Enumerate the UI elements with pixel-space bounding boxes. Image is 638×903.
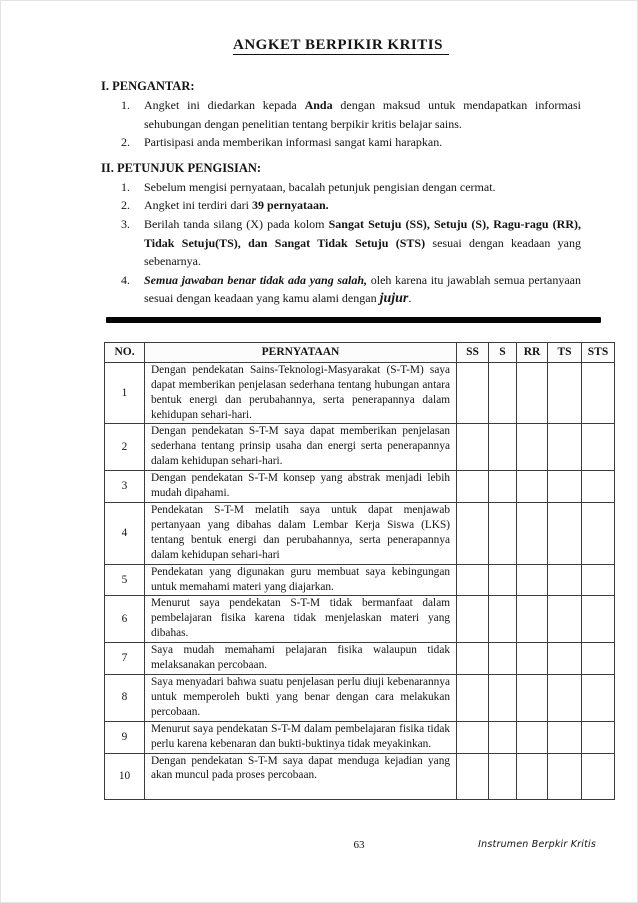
answer-cell-ss: [457, 362, 489, 424]
text-segment: .: [408, 291, 412, 306]
section-heading-pengantar: I. PENGANTAR:: [101, 79, 195, 93]
page-number: 63: [353, 839, 365, 851]
answer-cell-s: [489, 362, 517, 424]
answer-cell-sts: [582, 564, 615, 596]
text-segment: oleh karena itu jawablah semua pertanyaan sesuai dengan keadaan yang kamu alami dengan: [144, 272, 581, 306]
answer-cell-s: [489, 753, 517, 799]
statement-cell: Pendekatan S-T-M melatih saya untuk dapat menjawab pertanyaan yang dibahas dalam Lembar Kerja Siswa (LKS) tentang bentuk energi dan perubahannya, serta penerapannya dalam kehidupan sehari-hari: [145, 503, 457, 565]
item-text: [144, 215, 581, 271]
answer-cell-sts: [582, 503, 615, 565]
answer-cell-sts: [582, 643, 615, 675]
answer-cell-sts: [582, 362, 615, 424]
text-segment: Anda: [304, 98, 333, 112]
answer-cell-sts: [582, 596, 615, 643]
list-item: [101, 133, 581, 152]
answer-cell-ss: [457, 721, 489, 753]
header-row: [105, 342, 615, 362]
column-header: STS: [582, 342, 615, 362]
statement-cell: Menurut saya pendekatan S-T-M tidak bermanfaat dalam pembelajaran fisika karena tidak menjelaskan materi yang dibahas.: [145, 596, 457, 643]
statement-cell: Saya menyadari bahwa suatu penjelasan perlu diuji kebenarannya untuk memperoleh bukti yang benar dengan cara melakukan percobaan.: [145, 674, 457, 721]
row-number-cell: 7: [105, 643, 145, 675]
row-number-cell: 4: [105, 503, 145, 565]
answer-cell-rr: [517, 753, 548, 799]
row-number-cell: 5: [105, 564, 145, 596]
item-text: [144, 96, 581, 133]
statement-cell: Pendekatan yang digunakan guru membuat saya kebingungan untuk memahami materi yang diajarkan.: [145, 564, 457, 596]
answer-cell-s: [489, 596, 517, 643]
item-text: [144, 196, 581, 215]
answer-cell-s: [489, 471, 517, 503]
answer-cell-sts: [582, 753, 615, 799]
row-number-cell: 8: [105, 674, 145, 721]
page-title: ANGKET BERPIKIR KRITIS: [101, 37, 581, 54]
answer-cell-s: [489, 721, 517, 753]
text-segment: 39 pernyataan.: [251, 198, 329, 213]
table-body: [105, 362, 615, 799]
item-number: 1.: [121, 179, 130, 194]
statement-cell: Dengan pendekatan Sains-Teknologi-Masyarakat (S-T-M) saya dapat memberikan penjelasan sederhana tentang hubungan antara bentuk energi dan perubahannya, serta penerapannya dalam kehidupan sehari-hari.: [145, 362, 457, 424]
footer-note: Instrumen Berpkir Kritis: [478, 839, 596, 850]
item-number: 2.: [121, 198, 130, 213]
list-item: [101, 215, 581, 271]
row-number-cell: 9: [105, 721, 145, 753]
row-number-cell: 10: [105, 753, 145, 799]
text-segment: Angket ini terdiri dari: [144, 198, 252, 213]
answer-cell-s: [489, 643, 517, 675]
section-heading-petunjuk: II. PETUNJUK PENGISIAN:: [101, 160, 262, 175]
answer-cell-ts: [548, 721, 582, 753]
column-header: S: [489, 342, 517, 362]
answer-cell-sts: [582, 424, 615, 471]
answer-cell-sts: [582, 674, 615, 721]
answer-cell-rr: [517, 362, 548, 424]
statement-cell: Dengan pendekatan S-T-M saya dapat memberikan penjelasan sederhana tentang prinsip usaha dan energi serta penerapannya dalam kehidupan sehari-hari.: [145, 424, 457, 471]
answer-cell-ts: [548, 424, 582, 471]
answer-cell-rr: [517, 564, 548, 596]
answer-cell-ss: [457, 643, 489, 675]
answer-cell-ts: [548, 362, 582, 424]
column-header: RR: [517, 342, 548, 362]
text-segment: Sebelum mengisi pernyataan, bacalah petunjuk pengisian dengan cermat.: [144, 179, 496, 194]
answer-cell-rr: [517, 674, 548, 721]
statement-row: [105, 362, 615, 424]
answer-cell-ts: [548, 643, 582, 675]
answer-cell-ts: [548, 471, 582, 503]
answer-cell-s: [489, 674, 517, 721]
answer-cell-ss: [457, 564, 489, 596]
item-number: 1.: [121, 98, 130, 112]
item-text: [144, 178, 581, 197]
answer-cell-s: [489, 424, 517, 471]
divider-bar: [106, 317, 601, 323]
statement-cell: Saya mudah memahami pelajaran fisika walaupun tidak melaksanakan percobaan.: [145, 643, 457, 675]
section-petunjuk: [101, 161, 581, 309]
text-segment: Semua jawaban benar tidak ada yang salah,: [144, 272, 368, 287]
statement-cell: Dengan pendekatan S-T-M konsep yang abstrak menjadi lebih mudah dipahami.: [145, 471, 457, 503]
statement-row: [105, 503, 615, 565]
statement-cell: Dengan pendekatan S-T-M saya dapat menduga kejadian yang akan muncul pada proses percobaan.: [145, 753, 457, 799]
answer-cell-ts: [548, 503, 582, 565]
statement-row: [105, 471, 615, 503]
statement-row: [105, 643, 615, 675]
answer-cell-s: [489, 564, 517, 596]
page-footer: [104, 839, 614, 857]
column-header: NO.: [105, 342, 145, 362]
statement-row: [105, 753, 615, 799]
answer-cell-rr: [517, 503, 548, 565]
statement-row: [105, 721, 615, 753]
item-number: 4.: [121, 272, 130, 287]
answer-cell-rr: [517, 424, 548, 471]
column-header: SS: [457, 342, 489, 362]
answer-cell-ss: [457, 753, 489, 799]
answer-cell-ts: [548, 753, 582, 799]
answer-cell-s: [489, 503, 517, 565]
column-header: PERNYATAAN: [145, 342, 457, 362]
item-number: 2.: [121, 135, 130, 150]
answer-cell-ss: [457, 503, 489, 565]
text-segment: Berilah tanda silang (X) pada kolom: [144, 216, 329, 231]
row-number-cell: 3: [105, 471, 145, 503]
intro-text-block: [101, 79, 581, 309]
item-text: [144, 271, 581, 309]
text-segment: jujur: [379, 291, 409, 307]
statement-row: [105, 424, 615, 471]
petunjuk-list: [101, 178, 581, 309]
text-segment: dengan maksud untuk mendapatkan informasi sehubungan dengan penelitian tentang berpikir kritis belajar sains.: [144, 98, 582, 131]
answer-cell-ts: [548, 564, 582, 596]
statement-row: [105, 674, 615, 721]
section-pengantar: [101, 79, 581, 152]
answer-cell-ts: [548, 596, 582, 643]
text-segment: Partisipasi anda memberikan informasi sangat kami harapkan.: [144, 135, 443, 150]
item-number: 3.: [121, 216, 130, 231]
answer-cell-ts: [548, 674, 582, 721]
answer-cell-rr: [517, 643, 548, 675]
answer-cell-ss: [457, 471, 489, 503]
row-number-cell: 1: [105, 362, 145, 424]
text-segment: Angket ini diedarkan kepada: [144, 98, 305, 112]
answer-cell-ss: [457, 674, 489, 721]
statement-row: [105, 596, 615, 643]
item-text: [144, 133, 581, 152]
text-segment: sesuai dengan keadaan yang sebenarnya.: [144, 235, 581, 269]
list-item: [101, 196, 581, 215]
answer-cell-ss: [457, 424, 489, 471]
pengantar-list: [101, 96, 581, 152]
table-head: [105, 342, 615, 362]
row-number-cell: 6: [105, 596, 145, 643]
column-header: TS: [548, 342, 582, 362]
answer-cell-sts: [582, 721, 615, 753]
answer-cell-sts: [582, 471, 615, 503]
list-item: [101, 96, 581, 133]
answer-cell-rr: [517, 471, 548, 503]
row-number-cell: 2: [105, 424, 145, 471]
answer-cell-rr: [517, 596, 548, 643]
list-item: [101, 178, 581, 197]
statement-row: [105, 564, 615, 596]
answer-cell-ss: [457, 596, 489, 643]
answer-cell-rr: [517, 721, 548, 753]
list-item: [101, 271, 581, 309]
statement-cell: Menurut saya pendekatan S-T-M dalam pembelajaran fisika tidak perlu karena kebenaran dan bukti-buktinya tidak meyakinkan.: [145, 721, 457, 753]
text-segment: Sangat Setuju (SS), Setuju (S), Ragu-ragu (RR), Tidak Setuju(TS), dan Sangat Tidak Setuju (STS): [144, 216, 581, 250]
questionnaire-table: [104, 342, 615, 800]
